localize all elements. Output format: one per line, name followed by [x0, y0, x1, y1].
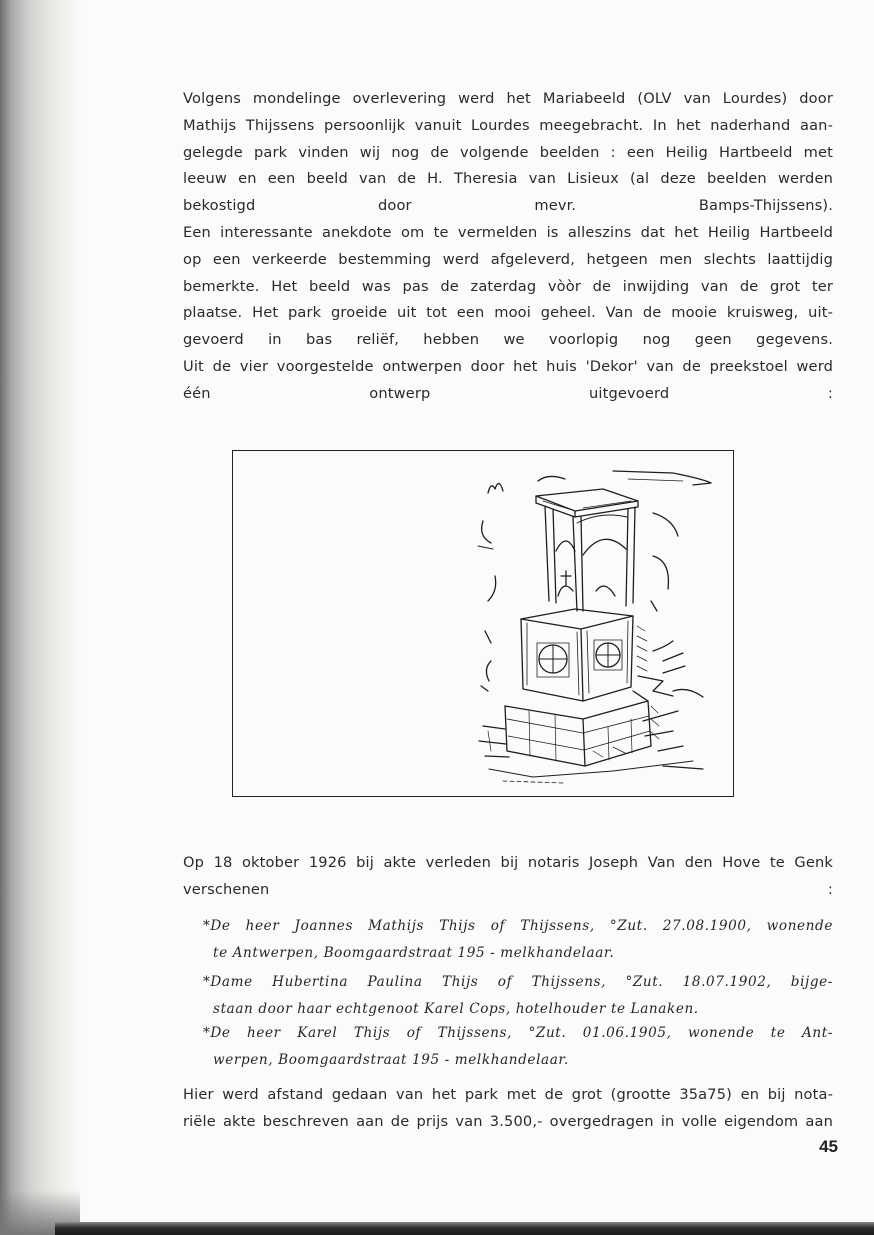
person-entry [203, 1020, 833, 1074]
binding-shadow [0, 0, 82, 1235]
text-line: Op 18 oktober 1926 bij akte verleden bij notaris Joseph Van den Hove te Genk [183, 854, 833, 871]
text-line: Hier werd afstand gedaan van het park met de grot (grootte 35a75) en bij nota- [183, 1086, 833, 1103]
anecdote-paragraph [183, 220, 833, 354]
text-line: één ontwerp uitgevoerd : [183, 384, 833, 402]
text-line: leeuw en een beeld van de H. Theresia van Lisieux (al deze beelden werden [183, 170, 833, 188]
text-line: gelegde park vinden wij nog de volgende beelden : een Heilig Hartbeeld met [183, 143, 833, 161]
intro-paragraph [183, 86, 833, 220]
person-entry [203, 913, 833, 967]
text-line: staan door haar echtgenoot Karel Cops, hotelhouder te Lanaken. [213, 1000, 699, 1017]
person-entry [203, 969, 833, 1023]
text-line: riële akte beschreven aan de prijs van 3.500,- overgedragen in volle eigendom aan [183, 1112, 833, 1130]
text-line: gevoerd in bas reliëf, hebben we voorlopig nog geen gegevens. [183, 331, 833, 349]
text-line: *De heer Karel Thijs of Thijssens, °Zut. 01.06.1905, wonende te Ant- [203, 1025, 833, 1041]
closing-paragraph [183, 1082, 833, 1136]
text-line: Mathijs Thijssens persoonlijk vanuit Lourdes meegebracht. In het naderhand aan- [183, 116, 833, 134]
text-line: *De heer Joannes Mathijs Thijs of Thijssens, °Zut. 27.08.1900, wonende [203, 918, 833, 934]
deed-paragraph [183, 850, 833, 904]
text-line: Volgens mondelinge overlevering werd het Mariabeeld (OLV van Lourdes) door [183, 90, 833, 107]
text-line: plaatse. Het park groeide uit tot een mooi geheel. Van de mooie kruisweg, uit- [183, 304, 833, 322]
page-bottom-edge [55, 1222, 874, 1235]
text-line: bekostigd door mevr. Bamps-Thijssens). [183, 197, 833, 215]
text-line: bemerkte. Het beeld was pas de zaterdag vòòr de inwijding van de grot ter [183, 277, 833, 295]
page-number: 45 [819, 1137, 838, 1156]
pulpit-drawing [233, 451, 733, 796]
text-line: *Dame Hubertina Paulina Thijs of Thijssens, °Zut. 18.07.1902, bijge- [203, 974, 833, 990]
text-line: op een verkeerde bestemming werd afgeleverd, hetgeen men slechts laattijdig [183, 250, 833, 268]
text-line: Uit de vier voorgestelde ontwerpen door het huis 'Dekor' van de preekstoel werd [183, 358, 833, 375]
pulpit-illustration [232, 450, 734, 797]
text-line: Een interessante anekdote om te vermelden is alleszins dat het Heilig Hartbeeld [183, 224, 833, 241]
designs-paragraph [183, 354, 833, 408]
text-line: te Antwerpen, Boomgaardstraat 195 - melkhandelaar. [213, 944, 615, 961]
text-line: werpen, Boomgaardstraat 195 - melkhandelaar. [213, 1051, 569, 1068]
text-line: verschenen : [183, 880, 833, 898]
